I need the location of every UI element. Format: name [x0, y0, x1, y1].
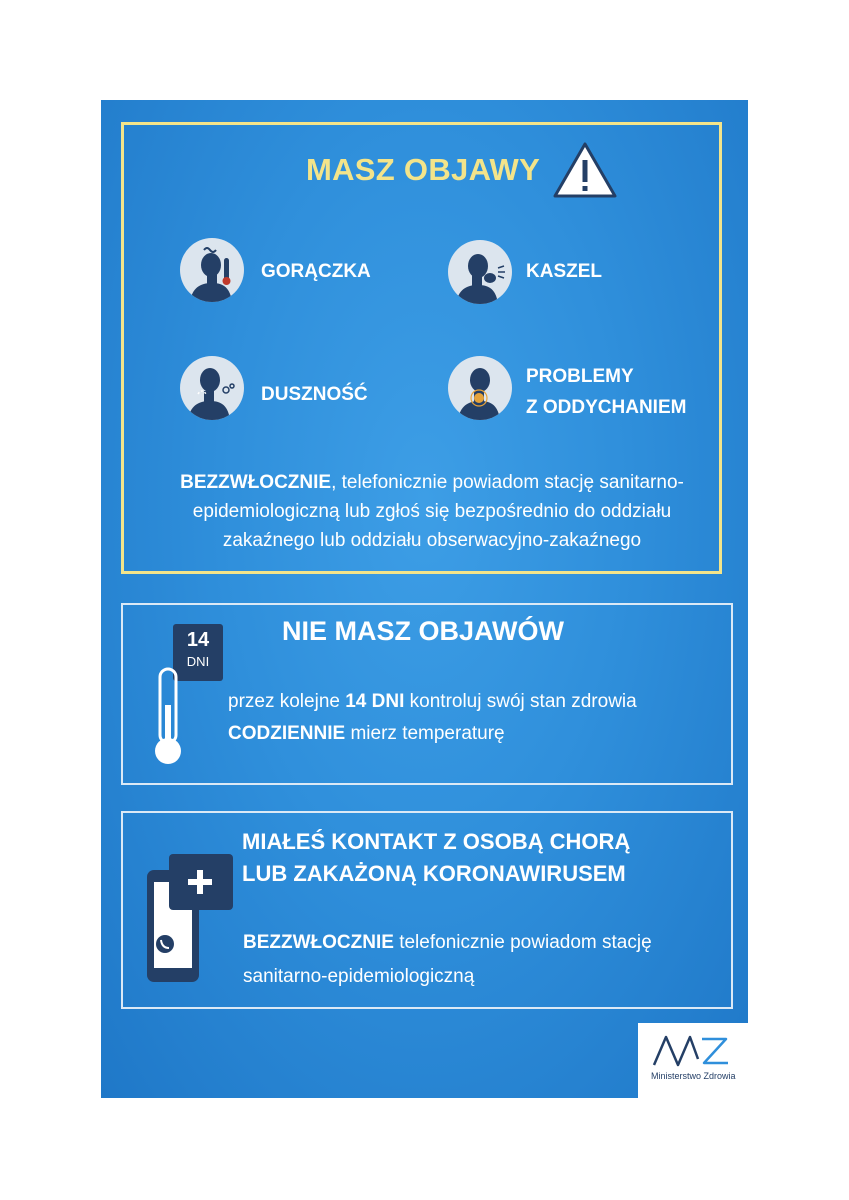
- contact-line1: BEZZWŁOCZNIE telefonicznie powiadom stację: [243, 932, 652, 953]
- symptom-label-cough: KASZEL: [526, 261, 602, 282]
- contact-title: MIAŁEŚ KONTAKT Z OSOBĄ CHORĄ LUB ZAKAŻONĄ KORONAWIRUSEM: [242, 829, 631, 886]
- contact-line2: sanitarno-epidemiologiczną: [243, 966, 475, 987]
- fever-icon: [180, 238, 244, 302]
- ministry-logo: [638, 1023, 748, 1098]
- symptoms-title: MASZ OBJAWY: [306, 152, 541, 187]
- thermometer-icon: [151, 665, 185, 769]
- breathing-problems-icon: [448, 356, 512, 420]
- ministry-logo-mark: [652, 1033, 732, 1067]
- poster: [101, 100, 748, 1098]
- no-symptoms-line1: przez kolejne 14 DNI kontroluj swój stan zdrowia: [228, 691, 637, 712]
- instruction-emphasis: BEZZWŁOCZNIE: [180, 472, 332, 493]
- no-symptoms-title: NIE MASZ OBJAWÓW: [282, 616, 564, 646]
- shortness-of-breath-icon: [180, 356, 244, 420]
- phone-plus-icon: [143, 852, 239, 988]
- symptoms-instructions: BEZZWŁOCZNIE, telefonicznie powiadom stację sanitarno- epidemiologiczną lub zgłoś się bezpośrednio do oddziału zakaźnego lub oddziału obserwacyjno-zakaźnego: [180, 472, 684, 551]
- symptom-label-breathing-line2: Z ODDYCHANIEM: [526, 397, 687, 418]
- ministry-logo-caption: Ministerstwo Zdrowia: [651, 1071, 736, 1081]
- cough-icon: [448, 240, 512, 304]
- symptom-label-fever: GORĄCZKA: [261, 261, 371, 282]
- no-symptoms-line2: CODZIENNIE mierz temperaturę: [228, 723, 505, 744]
- days-badge: 14 DNI: [173, 624, 223, 681]
- warning-triangle-icon: [552, 140, 618, 200]
- symptom-label-breathing-line1: PROBLEMY: [526, 366, 634, 387]
- symptom-label-dyspnea: DUSZNOŚĆ: [261, 384, 368, 405]
